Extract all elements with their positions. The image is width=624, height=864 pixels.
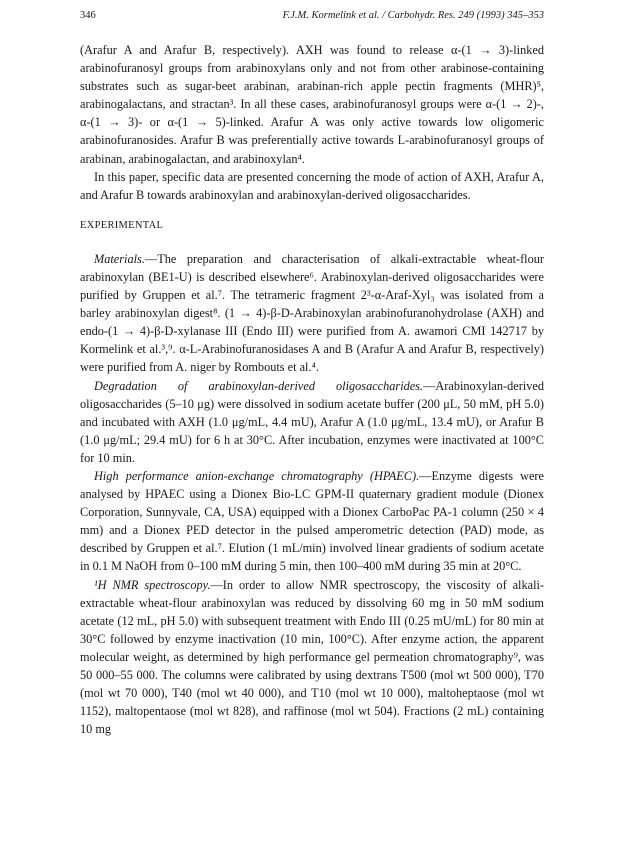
paragraph-hpaec — [80, 467, 544, 576]
page-number: 346 — [80, 10, 96, 21]
paragraph-degradation — [80, 377, 544, 467]
run-in-heading-materials: Materials. — [94, 251, 145, 266]
paragraph-text: —Arabinoxylan-derived oligosaccharides (5–10 μg) were dissolved in sodium acetate buffer (200 μL, 50 mM, pH 5.0) and incubated with AXH (1.0 μg/mL, 4.4 mU), Arafur A (1.0 μg/mL, 13.4 mU), or Arafur B (1.0 μg/mL; 29.4 mU) for 6 h at 30°C. After incubation, enzymes were inactivated at 100°C for 10 min. — [80, 378, 544, 465]
run-in-heading-hpaec: High performance anion-exchange chromatography (HPAEC). — [94, 468, 420, 483]
paragraph-text: —The preparation and characterisation of alkali-extractable wheat-flour arabinoxylan (BE1-U) is described elsewhere⁶. Arabinoxylan-derived oligosaccharides were purified by Gruppen et al.⁷. The tetrameric fragment 2³-α-Araf-Xyl₃ was isolated from a barley arabinoxylan digest⁸. (1 → 4)-β-D-Arabinoxylan arabinofuranohydrolase (AXH) and endo-(1 → 4)-β-D-xylanase III (Endo III) were purified from A. awamori CMI 142717 by Kormelink et al.³,⁹. α-L-Arabinofuranosidases A and B (Arafur A and Arafur B, respectively) were purified from A. niger by Rombouts et al.⁴. — [80, 251, 544, 375]
paragraph-text: —In order to allow NMR spectroscopy, the viscosity of alkali-extractable wheat-flour arabinoxylan was reduced by dissolving 60 mg in 50 mM sodium acetate (12 mL, pH 5.0) with subsequent treatment with Endo III (0.25 mU/mL) for 80 min at 30°C followed by enzyme inactivation (10 min, 100°C). After enzyme action, the apparent molecular weight, as determined by high performance gel permeation chromatography⁹, was 50 000–55 000. The columns were calibrated by using dextrans T500 (mol wt 500 000), T70 (mol wt 70 000), T40 (mol wt 40 000), and T10 (mol wt 10 000), maltoheptaose (mol wt 1152), maltopentaose (mol wt 828), and raffinose (mol wt 504). Fractions (2 mL) containing 10 mg — [80, 577, 544, 737]
journal-reference: F.J.M. Kormelink et al. / Carbohydr. Res. 249 (1993) 345–353 — [282, 10, 544, 21]
paragraph-aim: In this paper, specific data are presented concerning the mode of action of AXH, Arafur A, and Arafur B towards arabinoxylan and arabinoxylan-derived oligosaccharides. — [80, 169, 544, 202]
run-in-heading-degradation: Degradation of arabinoxylan-derived oligosaccharides. — [94, 378, 424, 393]
section-heading-experimental: EXPERIMENTAL — [80, 219, 164, 231]
running-head — [80, 8, 544, 24]
paragraph-text: —Enzyme digests were analysed by HPAEC using a Dionex Bio-LC GPM-II quaternary gradient module (Dionex Corporation, Sunnyvale, CA, USA) equipped with a Dionex CarboPac PA-1 column (250 × 4 mm) and a Dionex PED detector in the pulsed amperometric detection (PAD) mode, as described by Gruppen et al.⁷. Elution (1 mL/min) involved linear gradients of sodium acetate in 0.1 M NaOH from 0–100 mM during 5 min, then 100–400 mM during 35 min at 20°C. — [80, 468, 544, 574]
paragraph-materials — [80, 250, 544, 377]
paragraph-nmr — [80, 576, 544, 739]
body-text — [80, 41, 544, 738]
run-in-heading-nmr: ¹H NMR spectroscopy. — [94, 577, 211, 592]
paragraph-intro-continued: (Arafur A and Arafur B, respectively). AXH was found to release α-(1 → 3)-linked arabinofuranosyl groups from arabinoxylans only and not from other arabinose-containing substrates such as sugar-beet arabinan, arabinan-rich apple pectin fragments (MHR)⁵, arabinogalactans, and stractan³. In all these cases, arabinofuranosyl groups were α-(1 → 2)-, α-(1 → 3)- or α-(1 → 5)-linked. Arafur A was only active towards low oligomeric arabinofuranosides. Arafur B was preferentially active towards L-arabinofuranosyl groups of arabinan, arabinogalactan, and arabinoxylan⁴. — [80, 43, 544, 166]
